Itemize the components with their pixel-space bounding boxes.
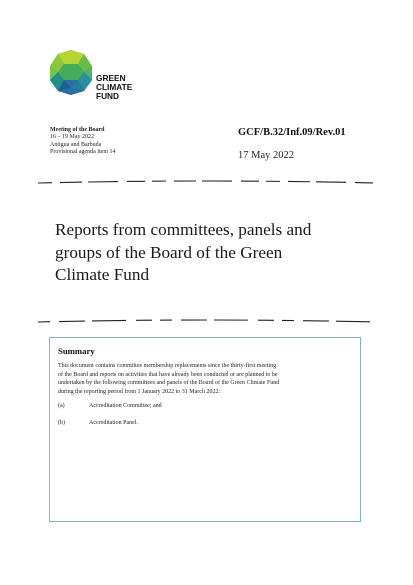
meeting-title: Meeting of the Board — [50, 127, 105, 133]
divider-top — [38, 179, 376, 185]
summary-line: undertaken by the following committees and panels of the Board of the Green Climate Fund — [58, 380, 280, 387]
globe-icon — [48, 48, 94, 96]
logo-line-fund: FUND — [96, 91, 120, 101]
title-line-2: groups of the Board of the Green — [55, 242, 283, 262]
summary-heading: Summary — [58, 346, 95, 356]
summary-list-item — [58, 419, 352, 430]
summary-body — [58, 362, 352, 396]
logo-wordmark — [96, 74, 132, 101]
list-text: Accreditation Committee; and — [89, 403, 162, 410]
list-marker: (a) — [58, 403, 65, 410]
document-date: 17 May 2022 — [238, 150, 294, 161]
logo-line-green: GREEN — [96, 73, 126, 83]
meeting-agenda-item: Provisional agenda item 14 — [50, 149, 116, 156]
meeting-info — [50, 127, 210, 157]
title-line-3: Climate Fund — [55, 265, 150, 284]
summary-line: during the reporting period from 1 January 2022 to 31 March 2022: — [58, 388, 221, 395]
gcf-logo — [48, 48, 148, 108]
summary-line: This document contains committee membership replacements since the thirty-first meeting — [58, 363, 277, 369]
list-text: Accreditation Panel. — [89, 420, 138, 427]
summary-list-item — [58, 402, 352, 413]
divider-bottom — [38, 318, 376, 324]
summary-line: of the Board and reports on activities that have already been conducted or are planned to be — [58, 371, 278, 378]
document-title — [55, 219, 375, 287]
summary-box — [49, 337, 361, 522]
document-id: GCF/B.32/Inf.09/Rev.01 — [238, 127, 346, 138]
meeting-location: Antigua and Barbuda — [50, 141, 102, 148]
title-line-1: Reports from committees, panels and — [55, 220, 312, 239]
logo-line-climate: CLIMATE — [96, 82, 133, 92]
meeting-dates: 16 – 19 May 2022 — [50, 134, 94, 141]
list-marker: (b) — [58, 420, 65, 427]
